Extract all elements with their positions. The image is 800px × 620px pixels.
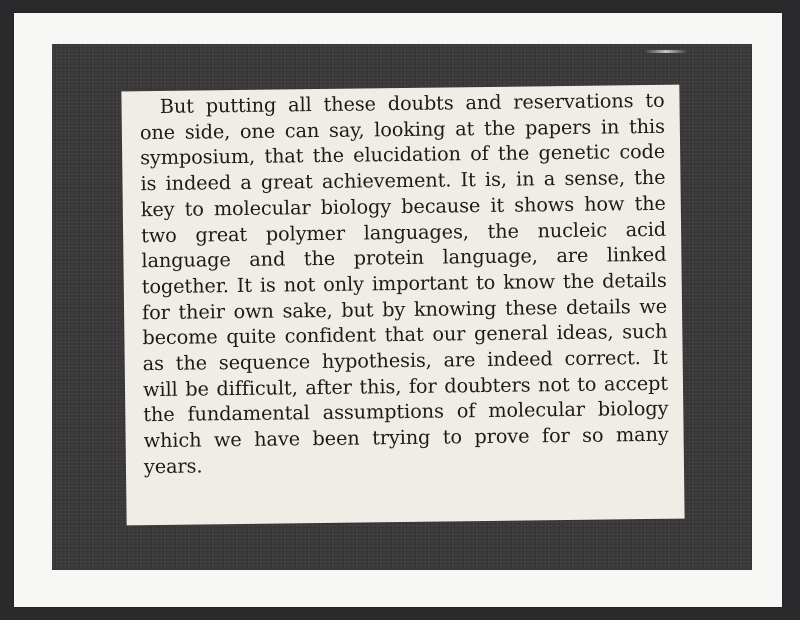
light-glare [644, 50, 688, 53]
body-paragraph: But putting all these doubts and reservations to one side, one can say, looking at the papers in this symposium, that the elucidation of the genetic code is indeed a great achievement. It is, in a sense, the key to molecular biology because it shows how the two great polymer languages, the nucleic acid language and the protein language, are linked together. It is not only important to know the details for their own sake, but by knowing these details we become quite confident that our general ideas, such as the sequence hypothesis, are indeed correct. It will be difficult, after this, for doubters not to accept the fundamental assumptions of molecular biology which we have been trying to prove for so many years. [139, 88, 669, 479]
text-clipping [121, 85, 684, 526]
